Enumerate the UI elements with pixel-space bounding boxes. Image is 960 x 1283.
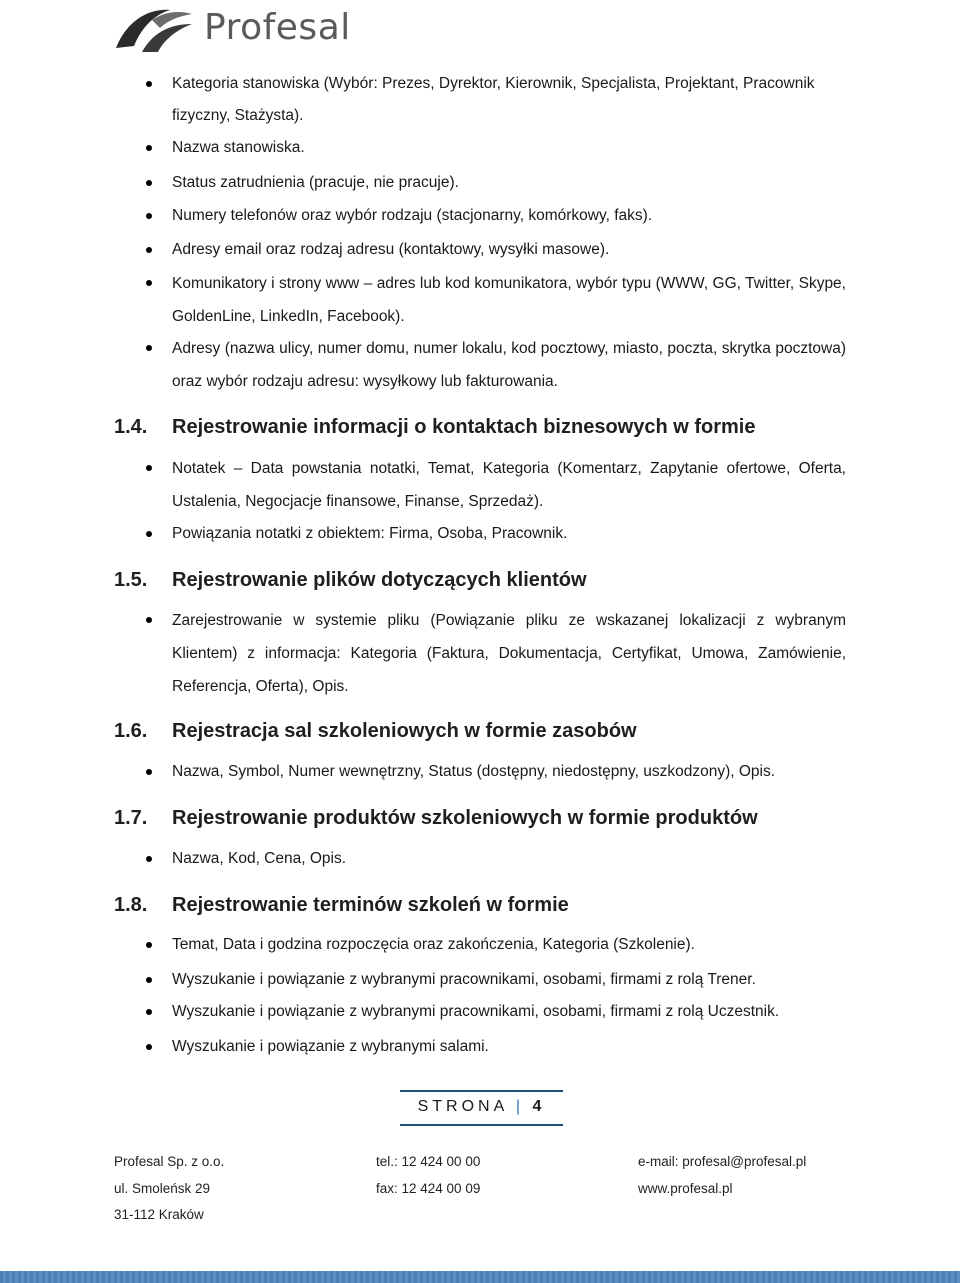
page-number [400,1090,563,1126]
footer-website[interactable]: www.profesal.pl [638,1181,733,1196]
list-item: Adresy email oraz rodzaj adresu (kontaktowy, wysyłki masowe). [172,234,846,265]
list-item: Nazwa, Symbol, Numer wewnętrzny, Status (dostępny, niedostępny, uszkodzony), Opis. [172,756,846,788]
section-number: 1.5. [114,569,148,591]
logo-text: Profesal [204,7,351,48]
list-item: Temat, Data i godzina rozpoczęcia oraz zakończenia, Kategoria (Szkolenie). [172,929,846,961]
section-title: Rejestrowanie produktów szkoleniowych w formie produktów [172,807,758,829]
list-item: Kategoria stanowiska (Wybór: Prezes, Dyrektor, Kierownik, Specjalista, Projektant, Pracownik fizyczny, Stażysta). [172,68,846,132]
page-number-value: 4 [532,1098,546,1115]
footer-street: ul. Smoleńsk 29 [114,1181,211,1196]
company-logo [112,0,351,56]
page-label: STRONA [417,1098,508,1115]
section-title: Rejestrowanie plików dotyczących klientów [172,569,587,591]
section-number: 1.7. [114,807,148,829]
section-number: 1.6. [114,720,148,742]
section-heading [114,414,854,440]
footer-tel: tel.: 12 424 00 00 [376,1154,481,1169]
section-heading [114,718,854,744]
section-number: 1.4. [114,416,148,438]
list-item: Komunikatory i strony www – adres lub kod komunikatora, wybór typu (WWW, GG, Twitter, Skype, GoldenLine, LinkedIn, Facebook). [172,267,846,333]
profesal-logo-icon [112,2,196,54]
list-item: Notatek – Data powstania notatki, Temat, Kategoria (Komentarz, Zapytanie ofertowe, Oferta, Ustalenia, Negocjacje finansowe, Finanse, Sprzedaż). [172,452,846,518]
list-item: Status zatrudnienia (pracuje, nie pracuje). [172,167,846,198]
list-item: Numery telefonów oraz wybór rodzaju (stacjonarny, komórkowy, faks). [172,200,846,231]
list-item: Zarejestrowanie w systemie pliku (Powiązanie pliku ze wskazanej lokalizacji z wybranym Klientem) z informacja: Kategoria (Faktura, Dokumentacja, Certyfikat, Umowa, Zamówienie, Referencja, Oferta), Opis. [172,604,846,703]
footer-city: 31-112 Kraków [114,1207,204,1222]
section-heading [114,805,854,831]
section-heading [114,892,854,918]
section-title: Rejestrowanie terminów szkoleń w formie [172,894,569,916]
list-item: Adresy (nazwa ulicy, numer domu, numer lokalu, kod pocztowy, miasto, poczta, skrytka pocztowa) oraz wybór rodzaju adresu: wysyłkowy lub fakturowania. [172,332,846,398]
section-number: 1.8. [114,894,148,916]
section-title: Rejestracja sal szkoleniowych w formie zasobów [172,720,637,742]
list-item: Nazwa stanowiska. [172,132,846,163]
page-separator: | [515,1098,525,1115]
list-item: Wyszukanie i powiązanie z wybranymi pracownikami, osobami, firmami z rolą Uczestnik. [172,996,846,1028]
list-item: Nazwa, Kod, Cena, Opis. [172,843,846,875]
section-title: Rejestrowanie informacji o kontaktach biznesowych w formie [172,416,756,438]
footer-company: Profesal Sp. z o.o. [114,1154,225,1169]
footer-email[interactable]: e-mail: profesal@profesal.pl [638,1154,807,1169]
footer-fax: fax: 12 424 00 09 [376,1181,481,1196]
footer-decorative-bar [0,1271,960,1283]
section-heading [114,567,854,593]
list-item: Powiązania notatki z obiektem: Firma, Osoba, Pracownik. [172,518,846,550]
list-item: Wyszukanie i powiązanie z wybranymi pracownikami, osobami, firmami z rolą Trener. [172,964,846,996]
list-item: Wyszukanie i powiązanie z wybranymi salami. [172,1031,846,1063]
